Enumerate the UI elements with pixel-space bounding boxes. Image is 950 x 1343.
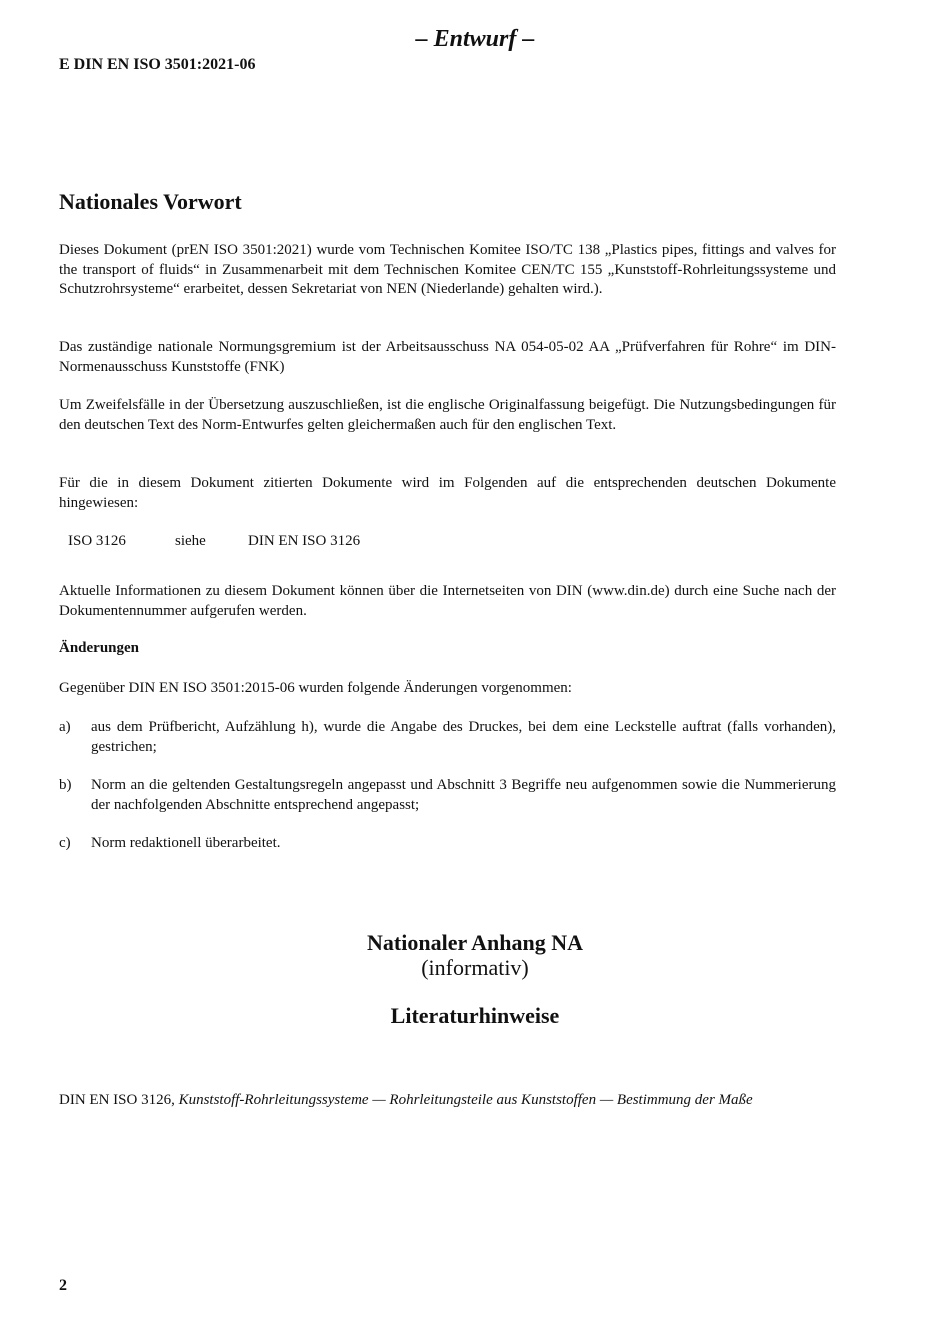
foreword-paragraph-5: Aktuelle Informationen zu diesem Dokument können über die Internetseiten von DIN (www.din.de) durch eine Suche nach der Dokumentennummer aufgerufen werden. xyxy=(59,583,836,619)
foreword-title: Nationales Vorwort xyxy=(59,189,242,214)
change-item xyxy=(59,776,836,815)
document-id: E DIN EN ISO 3501:2021-06 xyxy=(59,56,256,73)
change-item xyxy=(59,718,836,757)
literature-title: Literaturhinweise xyxy=(390,1003,560,1028)
reference-din: DIN EN ISO 3126 xyxy=(248,533,361,549)
reference-siehe: siehe xyxy=(175,533,206,549)
bibliography-title: Kunststoff-Rohrleitungssysteme — Rohrleitungsteile aus Kunststoffen — Bestimmung der Maße xyxy=(178,1092,753,1108)
change-item-marker: b) xyxy=(59,777,72,793)
change-item-marker: c) xyxy=(59,835,71,851)
foreword-paragraph-4: Für die in diesem Dokument zitierten Dokumente wird im Folgenden auf die entsprechenden deutschen Dokumente hingewiesen: xyxy=(59,475,836,511)
bibliography-entry xyxy=(59,1091,836,1111)
bibliography-ref: DIN EN ISO 3126, xyxy=(59,1092,179,1108)
changes-title: Änderungen xyxy=(59,640,140,656)
changes-intro: Gegenüber DIN EN ISO 3501:2015-06 wurden folgende Änderungen vorgenommen: xyxy=(59,680,572,696)
reference-iso: ISO 3126 xyxy=(68,533,126,549)
change-item-text: Norm redaktionell überarbeitet. xyxy=(91,835,281,851)
change-item xyxy=(59,834,836,854)
annex-title: Nationaler Anhang NA xyxy=(367,930,583,955)
foreword-paragraph-2: Das zuständige nationale Normungsgremium ist der Arbeitsausschuss NA 054-05-02 AA „Prüfverfahren für Rohre“ im DIN-Normenausschuss Kunststoffe (FNK) xyxy=(59,339,836,375)
page-number: 2 xyxy=(59,1277,67,1294)
change-item-text: aus dem Prüfbericht, Aufzählung h), wurde die Angabe des Druckes, bei dem eine Leckstelle auftrat (falls vorhanden), gestrichen; xyxy=(91,719,836,755)
draft-mark: – Entwurf – xyxy=(415,26,535,52)
change-item-text: Norm an die geltenden Gestaltungsregeln angepasst und Abschnitt 3 Begriffe neu aufgenommen sowie die Nummerierung der nachfolgenden Abschnitte entsprechend angepasst; xyxy=(91,777,836,813)
foreword-paragraph-1: Dieses Dokument (prEN ISO 3501:2021) wurde vom Technischen Komitee ISO/TC 138 „Plastics pipes, fittings and valves for the transport of fluids“ in Zusammenarbeit mit dem Technischen Komitee CEN/TC 155 „Kunststoff-Rohrleitungssysteme und Schutzrohrsysteme“ erarbeitet, dessen Sekretariat von NEN (Niederlande) gehalten wird.). xyxy=(59,242,836,297)
change-item-marker: a) xyxy=(59,719,71,735)
annex-subtitle: (informativ) xyxy=(421,955,529,980)
foreword-paragraph-3: Um Zweifelsfälle in der Übersetzung auszuschließen, ist die englische Originalfassung beigefügt. Die Nutzungsbedingungen für den deutschen Text des Norm-Entwurfes gelten gleichermaßen auch für den englischen Text. xyxy=(59,397,836,433)
